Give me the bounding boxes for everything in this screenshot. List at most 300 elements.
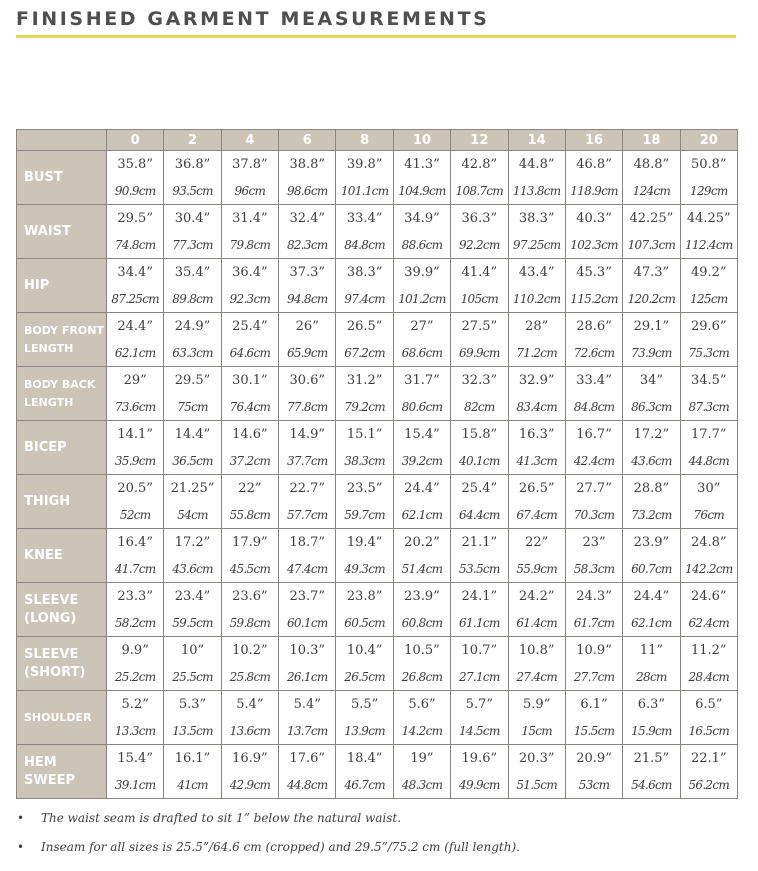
cm-value: 45.5cm — [229, 561, 271, 576]
inches-value: 17.9” — [232, 534, 268, 550]
inches-value: 30.6” — [289, 372, 326, 388]
footnote-text: Inseam for all sizes is 25.5”/64.6 cm (cropped) and 29.5”/75.2 cm (full length). — [41, 840, 520, 854]
inches-value: 5.2” — [121, 696, 149, 712]
inches-value: 15.8” — [461, 426, 498, 442]
inches-value: 24.4” — [117, 318, 153, 334]
cm-value: 49.3cm — [344, 561, 385, 576]
measurement-cell — [623, 205, 680, 259]
footnote-item — [16, 837, 736, 866]
cm-value: 73.6cm — [114, 399, 156, 414]
measurement-cell — [451, 745, 508, 799]
measurement-table — [16, 129, 738, 799]
inches-value: 38.3” — [518, 210, 555, 226]
measurement-cell — [393, 691, 450, 745]
inches-value: 46.8” — [576, 156, 612, 172]
inches-value: 17.2” — [633, 426, 670, 442]
cm-value: 92.2cm — [459, 237, 500, 252]
cm-value: 73.9cm — [631, 345, 672, 360]
inches-value: 32.3” — [461, 372, 498, 388]
measurement-cell — [451, 421, 508, 475]
inches-value: 45.3” — [576, 264, 612, 280]
size-header-cell: 8 — [336, 130, 393, 151]
inches-value: 5.9” — [523, 696, 551, 712]
cm-value: 98.6cm — [286, 183, 328, 198]
inches-value: 10.3” — [289, 642, 326, 658]
cm-value: 43.6cm — [631, 453, 672, 468]
inches-value: 23.5” — [346, 480, 383, 496]
row-label-line: BODY FRONT — [24, 323, 104, 337]
cm-value: 65.9cm — [286, 345, 328, 360]
cm-value: 13.6cm — [229, 723, 271, 738]
cm-value: 43.6cm — [172, 561, 213, 576]
inches-value: 31.7” — [404, 372, 440, 388]
cm-value: 26.5cm — [344, 669, 385, 684]
cm-value: 87.3cm — [688, 399, 730, 414]
measurement-cell — [393, 367, 450, 421]
cm-value: 26.8cm — [401, 669, 443, 684]
cm-value: 102.3cm — [570, 237, 618, 252]
measurement-cell — [565, 421, 622, 475]
inches-value: 14.6” — [232, 426, 268, 442]
row-header-cell — [17, 259, 107, 313]
cm-value: 59.5cm — [172, 615, 213, 630]
inches-value: 23.8” — [346, 588, 383, 604]
measurement-cell — [680, 421, 737, 475]
inches-value: 16.4” — [117, 534, 153, 550]
size-header-cell: 18 — [623, 130, 680, 151]
measurement-row — [17, 475, 738, 529]
cm-value: 13.5cm — [172, 723, 213, 738]
inches-value: 29” — [123, 372, 147, 388]
inches-value: 16.7” — [576, 426, 612, 442]
cm-value: 107.3cm — [627, 237, 676, 252]
cm-value: 84.8cm — [573, 399, 615, 414]
measurement-cell — [508, 259, 565, 313]
cm-value: 27.1cm — [459, 669, 500, 684]
cm-value: 55.9cm — [516, 561, 557, 576]
measurement-cell — [393, 205, 450, 259]
inches-value: 44.25” — [686, 210, 731, 226]
measurement-cell — [279, 529, 336, 583]
inches-value: 49.2” — [690, 264, 727, 280]
cm-value: 72.6cm — [573, 345, 615, 360]
inches-value: 30.4” — [174, 210, 211, 226]
measurement-cell — [336, 259, 393, 313]
inches-value: 39.9” — [404, 264, 440, 280]
inches-value: 35.4” — [174, 264, 211, 280]
inches-value: 11.2” — [690, 642, 727, 658]
inches-value: 16.9” — [232, 750, 268, 766]
row-label-line: (SHORT) — [24, 664, 86, 680]
measurement-cell — [164, 475, 221, 529]
inches-value: 5.5” — [350, 696, 379, 712]
measurement-rows — [17, 151, 738, 799]
measurement-cell — [393, 475, 450, 529]
inches-value: 31.2” — [346, 372, 383, 388]
inches-value: 43.4” — [518, 264, 555, 280]
cm-value: 67.2cm — [344, 345, 385, 360]
cm-value: 44.8cm — [688, 453, 730, 468]
cm-value: 25.2cm — [114, 669, 156, 684]
inches-value: 11” — [639, 642, 664, 658]
inches-value: 27.5” — [461, 318, 498, 334]
cm-value: 61.7cm — [573, 615, 615, 630]
cm-value: 84.8cm — [344, 237, 385, 252]
cm-value: 76.4cm — [229, 399, 271, 414]
measurement-cell — [107, 421, 164, 475]
measurement-cell — [107, 151, 164, 205]
cm-value: 82cm — [464, 399, 495, 414]
inches-value: 22” — [238, 480, 262, 496]
cm-value: 58.2cm — [114, 615, 156, 630]
measurement-cell — [221, 475, 278, 529]
inches-value: 19.6” — [461, 750, 498, 766]
cm-value: 60.8cm — [401, 615, 443, 630]
cm-value: 112.4cm — [684, 237, 733, 252]
measurement-cell — [164, 421, 221, 475]
inches-value: 24.8” — [690, 534, 727, 550]
cm-value: 67.4cm — [516, 507, 557, 522]
cm-value: 101.1cm — [340, 183, 389, 198]
inches-value: 9.9” — [121, 642, 149, 658]
row-header-cell — [17, 421, 107, 475]
inches-value: 24.4” — [633, 588, 670, 604]
cm-value: 51.4cm — [401, 561, 443, 576]
measurement-cell — [680, 475, 737, 529]
measurement-cell — [107, 583, 164, 637]
cm-value: 36.5cm — [172, 453, 213, 468]
cm-value: 25.5cm — [172, 669, 213, 684]
inches-value: 19.4” — [346, 534, 383, 550]
measurement-cell — [623, 529, 680, 583]
inches-value: 10.4” — [346, 642, 383, 658]
inches-value: 10.7” — [461, 642, 498, 658]
measurement-cell — [336, 745, 393, 799]
cm-value: 14.2cm — [401, 723, 443, 738]
cm-value: 51.5cm — [516, 777, 557, 792]
cm-value: 75cm — [177, 399, 208, 414]
inches-value: 38.3” — [346, 264, 383, 280]
inches-value: 20.2” — [404, 534, 440, 550]
bullet-icon: • — [17, 811, 25, 825]
cm-value: 88.6cm — [401, 237, 443, 252]
measurement-cell — [107, 259, 164, 313]
measurement-cell — [279, 205, 336, 259]
inches-value: 42.8” — [461, 156, 498, 172]
cm-value: 82.3cm — [286, 237, 328, 252]
measurement-cell — [164, 529, 221, 583]
measurement-cell — [680, 259, 737, 313]
cm-value: 41.7cm — [114, 561, 156, 576]
cm-value: 47.4cm — [286, 561, 328, 576]
bullet-icon: • — [17, 840, 25, 854]
inches-value: 10.2” — [232, 642, 268, 658]
cm-value: 61.4cm — [516, 615, 557, 630]
cm-value: 60.7cm — [631, 561, 672, 576]
row-header-cell — [17, 367, 107, 421]
cm-value: 61.1cm — [459, 615, 500, 630]
row-label-line: SLEEVE — [24, 592, 79, 608]
size-header-cell: 14 — [508, 130, 565, 151]
inches-value: 24.2” — [518, 588, 555, 604]
row-label-line: THIGH — [24, 493, 71, 509]
cm-value: 42.9cm — [229, 777, 271, 792]
measurement-cell — [451, 313, 508, 367]
measurement-cell — [508, 205, 565, 259]
inches-value: 42.25” — [629, 210, 674, 226]
cm-value: 74.8cm — [114, 237, 156, 252]
measurement-cell — [221, 691, 278, 745]
measurement-cell — [279, 259, 336, 313]
cm-value: 75.3cm — [688, 345, 730, 360]
inches-value: 6.5” — [695, 696, 723, 712]
cm-value: 52cm — [119, 507, 151, 522]
inches-value: 41.4” — [461, 264, 498, 280]
measurement-cell — [164, 205, 221, 259]
cm-value: 92.3cm — [229, 291, 271, 306]
cm-value: 41.3cm — [516, 453, 557, 468]
cm-value: 60.5cm — [344, 615, 385, 630]
row-label-line: SLEEVE — [24, 646, 79, 662]
cm-value: 53.5cm — [459, 561, 500, 576]
measurement-cell — [680, 691, 737, 745]
measurement-cell — [565, 151, 622, 205]
measurement-cell — [336, 637, 393, 691]
measurement-cell — [565, 583, 622, 637]
inches-value: 18.7” — [289, 534, 326, 550]
row-header-cell — [17, 313, 107, 367]
inches-value: 28.8” — [633, 480, 670, 496]
measurement-cell — [279, 583, 336, 637]
measurement-cell — [451, 637, 508, 691]
cm-value: 39.1cm — [114, 777, 156, 792]
measurement-cell — [336, 313, 393, 367]
measurement-cell — [451, 367, 508, 421]
cm-value: 76cm — [693, 507, 725, 522]
measurement-cell — [508, 421, 565, 475]
inches-value: 28.6” — [576, 318, 612, 334]
measurement-cell — [393, 529, 450, 583]
cm-value: 41cm — [177, 777, 208, 792]
measurement-cell — [451, 691, 508, 745]
cm-value: 40.1cm — [459, 453, 500, 468]
measurement-cell — [623, 421, 680, 475]
cm-value: 129cm — [690, 183, 728, 198]
row-header-cell — [17, 475, 107, 529]
measurement-cell — [164, 313, 221, 367]
inches-value: 23.9” — [633, 534, 670, 550]
cm-value: 14.5cm — [459, 723, 500, 738]
measurement-row — [17, 259, 738, 313]
cm-value: 37.2cm — [229, 453, 271, 468]
inches-value: 26.5” — [518, 480, 555, 496]
cm-value: 118.9cm — [570, 183, 618, 198]
inches-value: 44.8” — [518, 156, 555, 172]
inches-value: 6.1” — [580, 696, 608, 712]
cm-value: 68.6cm — [401, 345, 443, 360]
measurement-cell — [623, 259, 680, 313]
cm-value: 142.2cm — [684, 561, 733, 576]
cm-value: 97.4cm — [344, 291, 385, 306]
measurement-cell — [164, 151, 221, 205]
measurement-cell — [451, 475, 508, 529]
cm-value: 49.9cm — [459, 777, 500, 792]
inches-value: 5.4” — [293, 696, 321, 712]
measurement-cell — [393, 745, 450, 799]
size-header-cell: 12 — [451, 130, 508, 151]
measurement-cell — [279, 313, 336, 367]
measurement-cell — [107, 313, 164, 367]
measurement-cell — [565, 259, 622, 313]
measurement-cell — [565, 367, 622, 421]
inches-value: 31.4” — [232, 210, 268, 226]
table-corner-cell — [17, 130, 107, 151]
cm-value: 35.9cm — [114, 453, 156, 468]
measurement-cell — [565, 529, 622, 583]
cm-value: 86.3cm — [631, 399, 672, 414]
cm-value: 62.4cm — [688, 615, 730, 630]
cm-value: 96cm — [234, 183, 266, 198]
cm-value: 27.7cm — [573, 669, 615, 684]
measurement-cell — [680, 205, 737, 259]
measurement-cell — [221, 367, 278, 421]
inches-value: 37.3” — [289, 264, 326, 280]
row-label-line: SWEEP — [24, 772, 75, 788]
cm-value: 73.2cm — [631, 507, 672, 522]
inches-value: 26” — [295, 318, 319, 334]
measurement-cell — [221, 745, 278, 799]
inches-value: 21.5” — [633, 750, 670, 766]
inches-value: 41.3” — [404, 156, 440, 172]
measurement-cell — [164, 583, 221, 637]
cm-value: 57.7cm — [286, 507, 328, 522]
size-header-cell: 16 — [565, 130, 622, 151]
cm-value: 77.3cm — [172, 237, 213, 252]
inches-value: 25.4” — [232, 318, 268, 334]
size-header-cell: 20 — [680, 130, 737, 151]
cm-value: 62.1cm — [401, 507, 443, 522]
measurement-cell — [221, 151, 278, 205]
inches-value: 36.8” — [174, 156, 211, 172]
measurement-cell — [164, 691, 221, 745]
measurement-row — [17, 421, 738, 475]
measurement-cell — [508, 583, 565, 637]
inches-value: 10” — [180, 642, 205, 658]
measurement-cell — [393, 313, 450, 367]
measurement-cell — [508, 475, 565, 529]
inches-value: 32.4” — [289, 210, 326, 226]
measurement-cell — [107, 367, 164, 421]
measurement-cell — [508, 151, 565, 205]
inches-value: 23.4” — [174, 588, 211, 604]
cm-value: 110.2cm — [512, 291, 561, 306]
row-header-cell — [17, 151, 107, 205]
inches-value: 30.1” — [232, 372, 268, 388]
row-label-line: KNEE — [24, 547, 63, 563]
inches-value: 35.8” — [117, 156, 153, 172]
inches-value: 21.25” — [170, 480, 215, 496]
measurement-cell — [565, 475, 622, 529]
cm-value: 64.6cm — [229, 345, 271, 360]
measurement-row — [17, 637, 738, 691]
cm-value: 62.1cm — [631, 615, 672, 630]
inches-value: 37.8” — [232, 156, 268, 172]
row-label-line: HEM — [24, 754, 57, 770]
measurement-cell — [623, 691, 680, 745]
inches-value: 23.7” — [289, 588, 326, 604]
measurement-cell — [164, 367, 221, 421]
measurement-cell — [508, 745, 565, 799]
cm-value: 113.8cm — [512, 183, 561, 198]
measurement-cell — [336, 367, 393, 421]
inches-value: 22.1” — [690, 750, 727, 766]
cm-value: 124cm — [632, 183, 671, 198]
inches-value: 33.4” — [576, 372, 612, 388]
inches-value: 25.4” — [461, 480, 498, 496]
inches-value: 20.3” — [518, 750, 555, 766]
inches-value: 26.5” — [346, 318, 383, 334]
measurement-cell — [221, 637, 278, 691]
measurement-cell — [221, 205, 278, 259]
row-header-cell — [17, 583, 107, 637]
cm-value: 39.2cm — [401, 453, 443, 468]
inches-value: 17.7” — [690, 426, 727, 442]
inches-value: 32.9” — [518, 372, 555, 388]
inches-value: 34” — [639, 372, 664, 388]
measurement-cell — [221, 583, 278, 637]
measurement-cell — [279, 745, 336, 799]
measurement-row — [17, 583, 738, 637]
inches-value: 29.5” — [174, 372, 211, 388]
cm-value: 15cm — [521, 723, 552, 738]
inches-value: 40.3” — [576, 210, 612, 226]
inches-value: 39.8” — [346, 156, 383, 172]
inches-value: 29.5” — [117, 210, 153, 226]
inches-value: 19” — [410, 750, 434, 766]
cm-value: 90.9cm — [114, 183, 156, 198]
cm-value: 37.7cm — [286, 453, 328, 468]
inches-value: 50.8” — [690, 156, 727, 172]
measurement-cell — [336, 529, 393, 583]
measurement-row — [17, 745, 738, 799]
measurement-row — [17, 529, 738, 583]
cm-value: 97.25cm — [512, 237, 561, 252]
row-label-line: BICEP — [24, 439, 67, 455]
measurement-cell — [107, 475, 164, 529]
row-label-line: BUST — [24, 169, 63, 185]
inches-value: 24.6” — [690, 588, 727, 604]
size-header-cell: 2 — [164, 130, 221, 151]
inches-value: 23.3” — [117, 588, 153, 604]
inches-value: 5.4” — [236, 696, 264, 712]
measurement-row — [17, 151, 738, 205]
measurement-cell — [279, 475, 336, 529]
cm-value: 108.7cm — [455, 183, 504, 198]
measurement-cell — [164, 259, 221, 313]
measurement-row — [17, 205, 738, 259]
inches-value: 47.3” — [633, 264, 670, 280]
inches-value: 10.9” — [576, 642, 612, 658]
inches-value: 29.1” — [633, 318, 670, 334]
cm-value: 94.8cm — [286, 291, 328, 306]
measurement-cell — [451, 151, 508, 205]
measurement-cell — [336, 421, 393, 475]
cm-value: 63.3cm — [172, 345, 213, 360]
inches-value: 48.8” — [633, 156, 670, 172]
measurement-cell — [451, 259, 508, 313]
cm-value: 70.3cm — [573, 507, 615, 522]
measurement-cell — [279, 151, 336, 205]
